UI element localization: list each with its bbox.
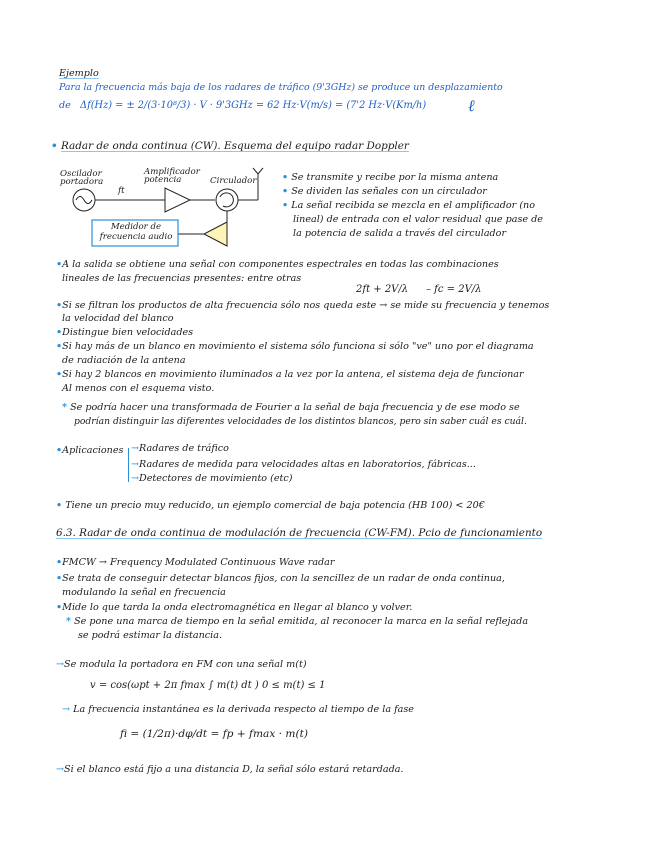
circulator-label: Circulador [210,176,257,186]
last-line: →Si el blanco está fijo a una distancia D, la señal sólo estará retardada. [56,764,404,775]
bullet-filter-l2: la velocidad del blanco [62,313,174,324]
example-line-1: Para la frecuencia más baja de los radares de tráfico (9'3GHz) se produce un desplazamiento [59,82,503,93]
fourier-l2: podrían distinguir las diferentes velocidades de los distintos blancos, pero sin saber cuál es cuál. [74,416,527,427]
meter-label: Medidor de frecuencia audio [99,222,173,242]
applications-label: •Aplicaciones [56,445,124,456]
amplifier-symbol [165,188,190,212]
bullet-two-l2: Al menos con el esquema visto. [62,383,215,394]
checkmark-icon: ℓ [468,96,475,115]
note-mixing-3: la potencia de salida a través del circulador [293,228,507,239]
timestamp-l1: * Se pone una marca de tiempo en la señal emitida, al reconocer la marca en la señal reflejada [66,616,529,627]
application-item: →Detectores de movimiento (etc) [131,473,293,484]
measure-bullet: •Mide lo que tarda la onda electromagnética en llegar al blanco y volver. [56,602,413,613]
bullet-multi-l1: •Si hay más de un blanco en movimiento el sistema sólo funciona si sólo "ve" uno por el diagrama [56,341,534,352]
oscillator-label: Oscilador portadora [60,169,104,187]
formula-diff: – fc = 2V/λ [426,284,482,295]
bullet-two-l1: •Si hay 2 blancos en movimiento iluminados a la vez por la antena, el sistema deja de funcionar [56,369,524,380]
note-circulator: • Se dividen las señales con un circulador [282,186,487,197]
fixed-targets-l2: modulando la señal en frecuencia [62,587,226,598]
application-item: →Radares de tráfico [131,443,229,454]
fourier-l1: * Se podría hacer una transformada de Fourier a la señal de baja frecuencia y de ese modo se [62,402,520,413]
doppler-shift-formula: Δf(Hz) = ± 2/(3·10⁸/3) · V · 9'3GHz = 62 Hz·V(m/s) = (7'2 Hz·V(Km/h) [80,100,427,111]
bullet-velocities: •Distingue bien velocidades [56,327,194,338]
fixed-targets-l1: •Se trata de conseguir detectar blancos fijos, con la sencillez de un radar de onda continua, [56,573,505,584]
signal-label: ft [118,186,125,196]
output-line-2: lineales de las frecuencias presentes: entre otras [62,273,302,284]
example-heading: Ejemplo [59,68,99,79]
antenna-icon [253,168,263,174]
bullet-multi-l2: de radiación de la antena [62,355,186,366]
input-amplifier-symbol [204,222,227,246]
bullet-icon: • [51,140,58,152]
sine-wave-icon [76,197,92,204]
doppler-block-diagram [60,160,280,250]
fmcw-bullet: •FMCW → Frequency Modulated Continuous Wave radar [56,557,335,568]
note-same-antenna: • Se transmite y recibe por la misma antena [282,172,499,183]
fi-formula: fi = (1/2π)·dφ/dt = fp + fmax · m(t) [120,728,308,740]
vt-formula: v = cos(ωpt + 2π fmax ∫ m(t) dt ) 0 ≤ m(t) ≤ 1 [90,680,326,691]
modulation-line: →Se modula la portadora en FM con una señal m(t) [56,659,307,670]
instantaneous-line: → La frecuencia instantánea es la derivada respecto al tiempo de la fase [62,704,414,715]
note-mixing-2: lineal) de entrada con el valor residual que pase de [293,214,543,225]
bullet-filter-l1: •Si se filtran los productos de alta frecuencia sólo nos queda este → se mide su frecuencia y tenemos [56,300,550,311]
output-line-1: •A la salida se obtiene una señal con componentes espectrales en todas las combinaciones [56,259,499,270]
cw-section-title: • Radar de onda continua (CW). Esquema del equipo radar Doppler [51,140,409,152]
timestamp-l2: se podrá estimar la distancia. [78,630,222,641]
note-mixing-1: • La señal recibida se mezcla en el amplificador (no [282,200,536,211]
application-item: →Radares de medida para velocidades altas en laboratorios, fábricas... [131,459,476,470]
amplifier-label: Amplificador potencia [144,167,200,185]
formula-sum: 2ft + 2V/λ [356,284,409,295]
example-line-2-prefix: de [59,100,71,111]
price-bullet: • Tiene un precio muy reducido, un ejemplo comercial de baja potencia (HB 100) < 20€ [56,500,485,511]
fm-section-title: 6.3. Radar de onda continua de modulación de frecuencia (CW-FM). Pcio de funcionamiento [56,527,543,539]
circulator-symbol [216,189,238,211]
